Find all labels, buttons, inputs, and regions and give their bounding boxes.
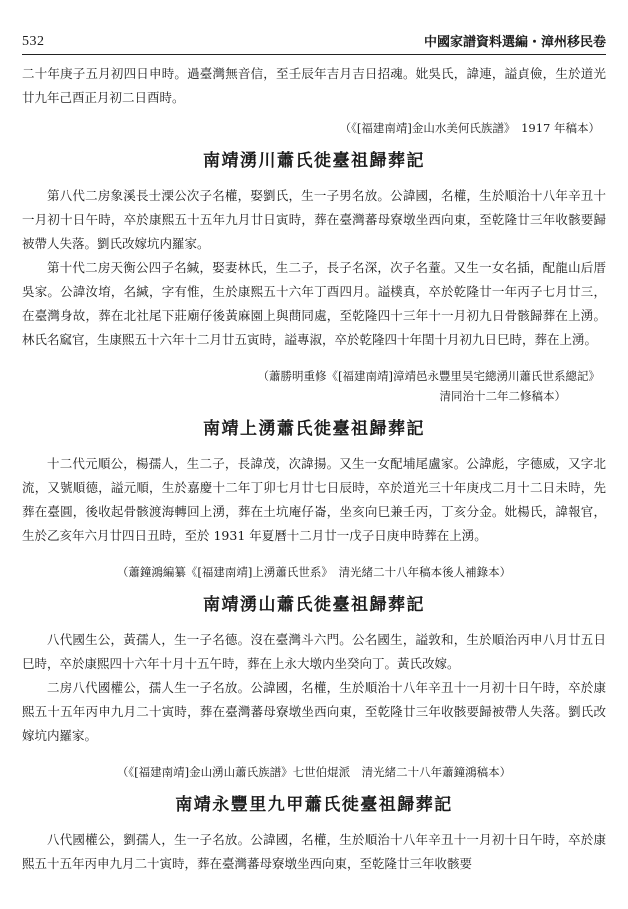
paragraph: 八代國生公，黃孺人，生一子名德。沒在臺灣斗六門。公名國生，謚敦和，生於順治丙申八月廿五日巳時，卒於康熙四十六年十月十五午時，葬在上永大墩内坐癸向丁。黃氏改嫁。 [22,632,606,671]
paragraph: 二十年庚子五月初四日申時。過臺灣無音信，至壬辰年吉月吉日招魂。妣吳氏，諱連，謚貞儉，生於道光廿九年己酉正月初二日酉時。 [22,66,606,105]
paragraph: 十二代元順公，楊孺人，生二子，長諱茂，次諱揚。又生一女配埔尾盧家。公諱彪，字德威，又字北流，又號順德，謚元順，生於嘉慶十二年丁卯七月廿七日辰時，卒於道光三十年庚戌二月十二日未時，先葬在臺圓，後收起骨骸渡海轉回上湧，葬在土坑庵仔崙，坐亥向巳兼壬丙，丁亥分金。妣楊氏，諱報官，生於乙亥年六月廿四日丑時，至於 1931 年夏曆十二月廿一戊子日庚申時葬在上湧。 [22,456,606,543]
paragraph: 二房八代國權公，孺人生一子名放。公諱國，名權，生於順治十八年辛丑十一月初十日午時，卒於康熙五十五年丙申九月二十寅時，葬在臺灣蕃母寮墩坐西向東，至乾隆廿三年收骸要歸被帶人失落。劉氏改嫁坑内羅家。 [22,680,606,743]
source-citation: （蕭鐘鴻編纂《[福建南靖]上湧蕭氏世系》 清光緒二十八年稿本後人補錄本） [116,565,512,579]
source-citation: （《[福建南靖]金山湧山蕭氏族譜》七世伯焜派 清光緒二十八年蕭鐘鴻稿本） [116,765,512,779]
source-citation-line2: 清同治十二年二修稿本） [439,389,566,403]
running-title: 中國家譜資料選編・漳州移民卷 [423,35,606,50]
page-number: 532 [22,34,45,49]
source-citation: （《[福建南靖]金山水美何氏族譜》 1917 年稿本） [339,121,600,135]
section-title: 南靖湧川蕭氏徙臺祖歸葬記 [203,151,425,171]
source-citation: （蕭勝明重修《[福建南靖]漳靖邑永豐里吴宅總湧川蕭氏世系總記》 [257,369,600,383]
paragraph: 第十代二房天衡公四子名緘，娶妻林氏，生二子，長子名深，次子名蕫。又生一女名插，配龍山后厝吳家。公諱汝堉，名緘，字有惟，生於康熙五十六年丁酉四月。謚樸真，卒於乾隆廿一年丙子七月廿三，在臺灣身故，葬在北社尾下莊廟仔後黃麻園上與蔄同處，至乾隆四十三年十一月初九日骨骸歸葬在上湧。林氏名窳官，生康熙五十六年十二月廿五寅時，謚專淑，卒於乾隆四十年閏十月初九日巳時，葬在上湧。 [22,260,606,347]
section-title: 南靖湧山蕭氏徙臺祖歸葬記 [203,595,425,615]
section-title: 南靖永豐里九甲蕭氏徙臺祖歸葬記 [175,795,453,815]
paragraph: 八代國權公，劉孺人，生一子名放。公諱國，名權，生於順治十八年辛丑十一月初十日午時，卒於康熙五十五年丙申九月二十寅時，葬在臺灣蕃母寮墩坐西向東，至乾隆廿三年收骸要 [22,832,606,871]
section-title: 南靖上湧蕭氏徙臺祖歸葬記 [203,419,425,439]
page-header [22,24,606,55]
paragraph: 第八代二房象溪長士溧公次子名權，娶劉氏，生一子男名放。公諱國，名權，生於順治十八年辛丑十一月初十日午時，卒於康熙五十五年九月廿日寅時，葬在臺灣蕃母寮墩坐西向東，至乾隆廿三年收骸要歸被帶人失落。劉氏改嫁坑内羅家。 [22,188,606,251]
page-content [22,62,606,876]
